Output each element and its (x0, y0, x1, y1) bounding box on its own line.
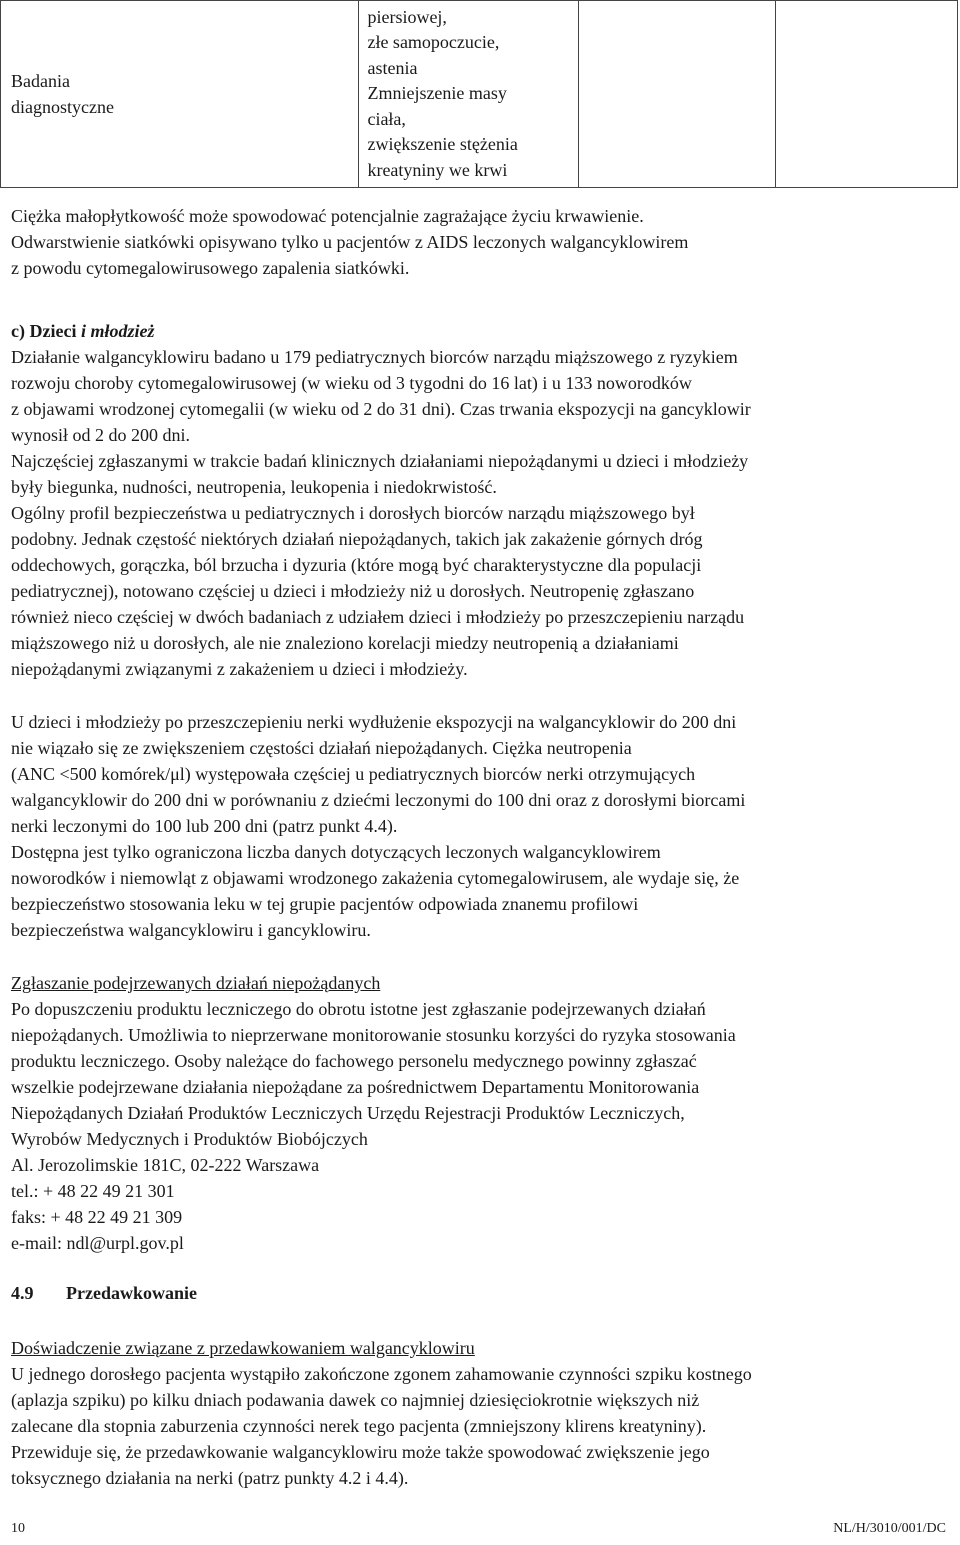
paragraph-line: oddechowych, gorączka, ból brzucha i dyzuria (które mogą być charakterystyczne dla populacji (11, 555, 702, 575)
reporting-line: produktu leczniczego. Osoby należące do fachowego personelu medycznego powinny zgłaszać (11, 1051, 697, 1071)
paragraph-line: (ANC <500 komórek/μl) występowała częściej u pediatrycznych biorców nerki otrzymujących (11, 764, 696, 784)
paragraph-line: wynosił od 2 do 200 dni. (11, 425, 191, 445)
overdose-line: U jednego dorosłego pacjenta wystąpiło zakończone zgonem zahamowanie czynności szpiku kostnego (11, 1364, 752, 1384)
table-cell-empty (775, 1, 957, 188)
reporting-line: Po dopuszczeniu produktu leczniczego do obrotu istotne jest zgłaszanie podejrzewanych działań (11, 999, 706, 1019)
paragraph-line: niepożądanymi związanymi z zakażeniem u dzieci i młodzieży. (11, 659, 468, 679)
paragraph-line: walgancyklowir do 200 dni w porównaniu z dziećmi leczonymi do 100 dni oraz z dorosłymi biorcami (11, 790, 746, 810)
paragraph-line: podobny. Jednak częstość niektórych działań niepożądanych, takich jak zakażenie górnych dróg (11, 529, 703, 549)
reporting-line: Niepożądanych Działań Produktów Leczniczych Urzędu Rejestracji Produktów Leczniczych, (11, 1103, 685, 1123)
overdose-line: Przewiduje się, że przedawkowanie walgancyklowiru może także spowodować zwiększenie jego (11, 1442, 710, 1462)
table-cell-line: diagnostyczne (11, 97, 114, 117)
page-number: 10 (11, 1521, 25, 1536)
table-cell-line: Zmniejszenie masy (367, 83, 507, 104)
table-cell-line: złe samopoczucie, (367, 32, 500, 53)
paragraph-line: rozwoju choroby cytomegalowirusowej (w wieku od 3 tygodni do 16 lat) i u 133 noworodków (11, 373, 692, 393)
paragraph-line: noworodków i niemowląt z objawami wrodzonego zakażenia cytomegalowirusem, ale wydaje się, że (11, 868, 740, 888)
reporting-line: wszelkie podejrzewane działania niepożądane za pośrednictwem Departamentu Monitorowania (11, 1077, 700, 1097)
reporting-heading: Zgłaszanie podejrzewanych działań niepożądanych (11, 973, 381, 993)
reporting-line: Wyrobów Medycznych i Produktów Biobójczych (11, 1129, 368, 1149)
children-heading-prefix: c) Dzieci (11, 321, 81, 341)
table-cell-events (359, 1, 578, 188)
table-cell-line: astenia (367, 57, 418, 78)
reporting-phone: tel.: + 48 22 49 21 301 (11, 1181, 175, 1201)
section-number: 4.9 (11, 1283, 34, 1303)
paragraph-line: również nieco częściej w dwóch badaniach z udziałem dzieci i młodzieży po przeszczepieniu narządu (11, 607, 745, 627)
table-cell-line: Badania (11, 71, 70, 91)
paragraph-line: były biegunka, nudności, neutropenia, leukopenia i niedokrwistość. (11, 477, 497, 497)
reporting-fax: faks: + 48 22 49 21 309 (11, 1207, 183, 1227)
intro-line: Ciężka małopłytkowość może spowodować potencjalnie zagrażające życiu krwawienie. (11, 206, 644, 226)
table-cell-line: kreatyniny we krwi (367, 159, 508, 180)
paragraph-line: Najczęściej zgłaszanymi w trakcie badań klinicznych działaniami niepożądanymi u dzieci i młodzieży (11, 451, 749, 471)
document-code: NL/H/3010/001/DC (833, 1521, 946, 1536)
overdose-line: toksycznego działania na nerki (patrz punkty 4.2 i 4.4). (11, 1468, 409, 1488)
table-cell-line: piersiowej, (367, 6, 447, 27)
table-cell-line: ciała, (367, 108, 406, 129)
table-cell-category (1, 1, 359, 188)
overdose-line: zalecane dla stopnia zaburzenia czynności nerek tego pacjenta (zmniejszony klirens kreatyniny). (11, 1416, 707, 1436)
children-heading (11, 318, 951, 344)
table-cell-empty (578, 1, 775, 188)
reporting-line: niepożądanych. Umożliwia to nieprzerwane monitorowanie stosunku korzyści do ryzyka stosowania (11, 1025, 736, 1045)
intro-line: Odwarstwienie siatkówki opisywano tylko u pacjentów z AIDS leczonych walgancyklowirem (11, 232, 689, 252)
paragraph-line: bezpieczeństwa walgancyklowiru i gancyklowiru. (11, 920, 371, 940)
reporting-email: e-mail: ndl@urpl.gov.pl (11, 1233, 184, 1253)
children-heading-italic: i młodzież (80, 321, 155, 341)
paragraph-line: nerki leczonymi do 100 lub 200 dni (patrz punkt 4.4). (11, 816, 398, 836)
paragraph-line: nie wiązało się ze zwiększeniem częstości działań niepożądanych. Ciężka neutropenia (11, 738, 632, 758)
paragraph-line: z objawami wrodzonej cytomegalii (w wieku od 2 do 31 dni). Czas trwania ekspozycji na gancyklowir (11, 399, 751, 419)
paragraph-line: Działanie walgancyklowiru badano u 179 pediatrycznych biorców narządu miąższowego z ryzykiem (11, 347, 738, 367)
paragraph-line: Dostępna jest tylko ograniczona liczba danych dotyczących leczonych walgancyklowirem (11, 842, 661, 862)
paragraph-line: Ogólny profil bezpieczeństwa u pediatrycznych i dorosłych biorców narządu miąższowego był (11, 503, 695, 523)
overdose-line: (aplazja szpiku) po kilku dniach podawania dawek co najmniej dziesięciokrotnie większych niż (11, 1390, 700, 1410)
section-title (11, 1283, 197, 1304)
adverse-events-table (0, 0, 958, 188)
paragraph-line: pediatrycznej), notowano częściej u dzieci i młodzieży niż u dorosłych. Neutropenię zgłaszano (11, 581, 695, 601)
table-cell-line: zwiększenie stężenia (367, 134, 518, 155)
table-row (1, 1, 958, 188)
paragraph-line: U dzieci i młodzieży po przeszczepieniu nerki wydłużenie ekspozycji na walgancyklowir do 200 dni (11, 712, 737, 732)
section-title-text: Przedawkowanie (66, 1283, 197, 1303)
paragraph-line: bezpieczeństwo stosowania leku w tej grupie pacjentów odpowiada znanemu profilowi (11, 894, 639, 914)
reporting-address: Al. Jerozolimskie 181C, 02-222 Warszawa (11, 1155, 320, 1175)
paragraph-line: miąższowego niż u dorosłych, ale nie znaleziono korelacji miedzy neutropenią a działaniami (11, 633, 679, 653)
intro-line: z powodu cytomegalowirusowego zapalenia siatkówki. (11, 258, 410, 278)
overdose-subheading: Doświadczenie związane z przedawkowaniem walgancyklowiru (11, 1338, 475, 1358)
